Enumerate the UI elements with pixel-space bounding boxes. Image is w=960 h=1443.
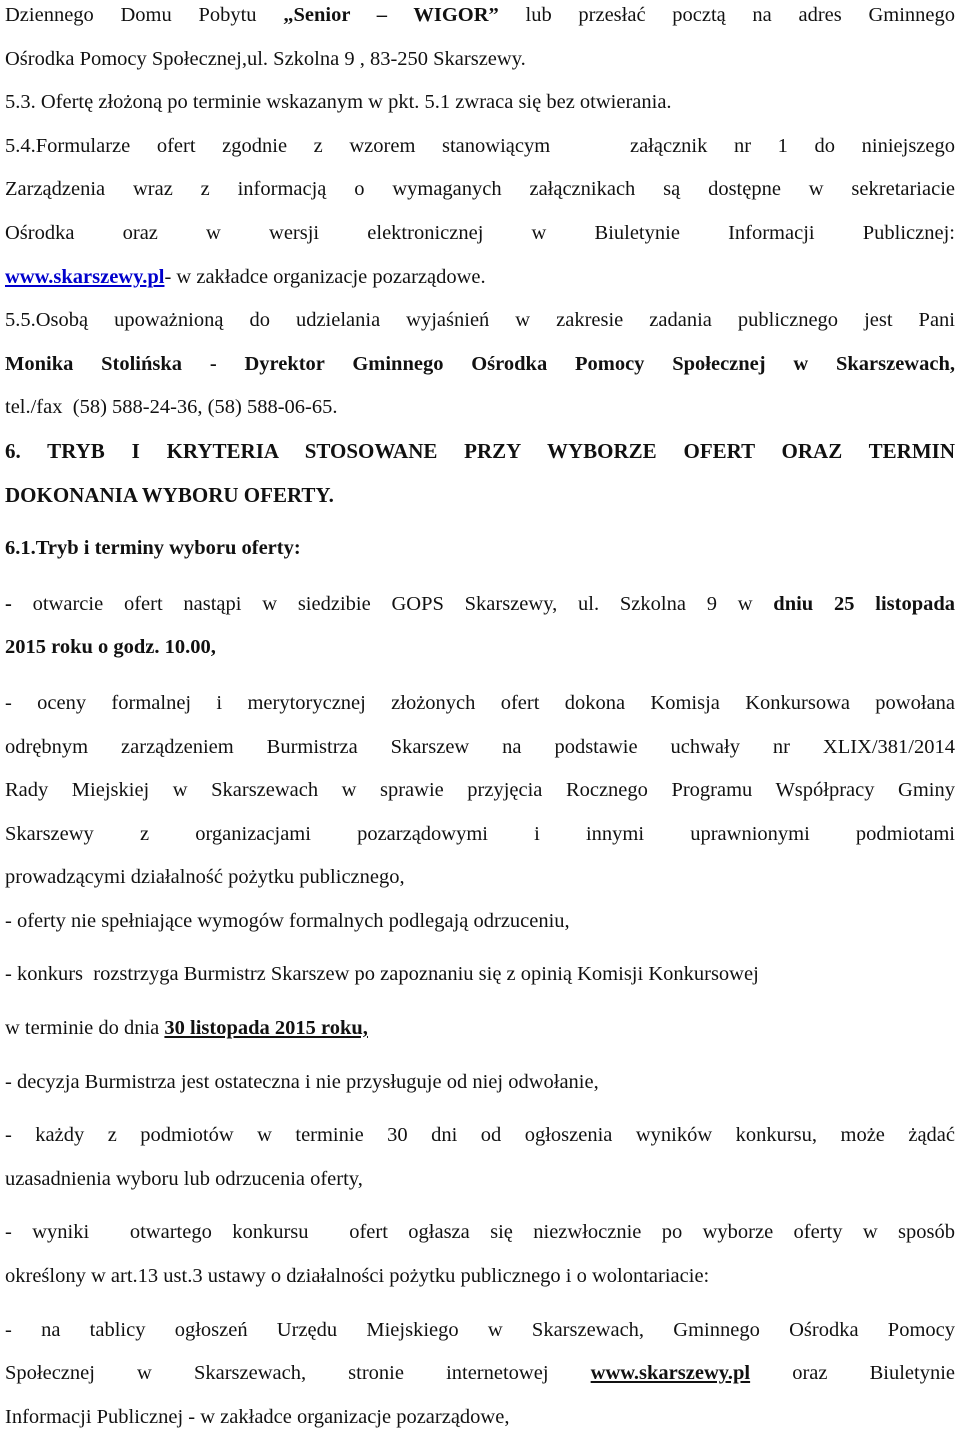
section-title: 6. TRYB I KRYTERIA STOSOWANE PRZY WYBORZE OFERT ORAZ TERMIN	[5, 438, 955, 463]
evaluation-paragraph	[5, 682, 955, 900]
text-run: w terminie do dnia	[5, 1017, 165, 1040]
competition-decision: - konkurs rozstrzyga Burmistrz Skarszew po zapoznaniu się z opinią Komisji Konkursowej	[5, 963, 759, 986]
text-line: Zarządzenia wraz z informacją o wymaganych załącznikach są dostępne w sekretariacie	[5, 178, 955, 201]
text-line	[5, 256, 955, 300]
text-line: Skarszewy z organizacjami pozarządowymi i innymi uprawnionymi podmiotami	[5, 822, 955, 845]
opening-date: dniu 25 listopada	[773, 592, 955, 615]
text-line	[5, 1352, 955, 1396]
publication-places	[5, 1309, 955, 1440]
section-title-continued: DOKONANIA WYBORU OFERTY.	[5, 482, 334, 507]
section-6-heading	[5, 430, 955, 517]
text-line: odrębnym zarządzeniem Burmistrza Skarszew na podstawie uchwały nr XLIX/381/2014	[5, 735, 955, 758]
text-run: lub przesłać pocztą na adres Gminnego	[498, 4, 955, 26]
paragraph-5-4: 5.4.Formularze ofert zgodnie z wzorem stanowiącym załącznik nr 1 do niniejszego	[5, 134, 955, 157]
opening-of-offers	[5, 583, 955, 670]
text-line	[5, 0, 955, 38]
text-line: - oceny formalnej i merytorycznej złożonych ofert dokona Komisja Konkursowa powołana	[5, 691, 955, 714]
paragraph-5-3: 5.3. Ofertę złożoną po terminie wskazanym w pkt. 5.1 zwraca się bez otwierania.	[5, 91, 672, 114]
text-run: otwarcie ofert nastąpi w siedzibie GOPS Skarszewy, ul. Szkolna 9 w	[11, 592, 774, 615]
text-line: Rady Miejskiej w Skarszewach w sprawie przyjęcia Rocznego Programu Współpracy Gminy	[5, 779, 955, 802]
text-line: - na tablicy ogłoszeń Urzędu Miejskiego w Skarszewach, Gminnego Ośrodka Pomocy	[5, 1318, 955, 1341]
text-line: - wyniki otwartego konkursu ofert ogłasza się niezwłocznie po wyborze oferty w sposób	[5, 1221, 955, 1244]
text-run: - w zakładce organizacje pozarządowe.	[164, 265, 486, 288]
text-run: oraz Biuletynie	[750, 1362, 955, 1385]
decision-deadline	[5, 1007, 955, 1051]
text-line: Informacji Publicznej - w zakładce organizacje pozarządowe,	[5, 1405, 510, 1428]
results-announcement	[5, 1211, 955, 1298]
final-decision: - decyzja Burmistrza jest ostateczna i nie przysługuje od niej odwołanie,	[5, 1070, 599, 1093]
bullet-dash: -	[5, 592, 12, 615]
deadline-date: 30 listopada 2015 roku,	[164, 1017, 368, 1040]
opening-time: 2015 roku o godz. 10.00,	[5, 636, 216, 659]
rejection-rule: - oferty nie spełniające wymogów formalnych podlegają odrzuceniu,	[5, 909, 570, 932]
contact-phone: tel./fax (58) 588-24-36, (58) 588-06-65.	[5, 396, 338, 419]
justification-request	[5, 1114, 955, 1201]
text-line	[5, 583, 955, 627]
text-line: Ośrodka Pomocy Społecznej,ul. Szkolna 9 , 83-250 Skarszewy.	[5, 47, 526, 70]
text-line: - każdy z podmiotów w terminie 30 dni od ogłoszenia wyników konkursu, może żądać	[5, 1124, 955, 1147]
text-run: Społecznej w Skarszewach, stronie internetowej	[5, 1362, 591, 1385]
text-line: uzasadnienia wyboru lub odrzucenia oferty,	[5, 1167, 363, 1190]
text-line: prowadzącymi działalność pożytku publicznego,	[5, 866, 405, 889]
paragraph-5-5: 5.5.Osobą upoważnioną do udzielania wyjaśnień w zakresie zadania publicznego jest Pani	[5, 309, 955, 332]
text-line: określony w art.13 ust.3 ustawy o działalności pożytku publicznego i o wolontariacie:	[5, 1265, 710, 1288]
facility-name: „Senior – WIGOR”	[283, 4, 499, 26]
document-page	[5, 0, 955, 1439]
subsection-6-1-title: 6.1.Tryb i terminy wyboru oferty:	[5, 537, 301, 560]
section-5-continuation	[5, 0, 955, 430]
contact-person: Monika Stolińska - Dyrektor Gminnego Ośrodka Pomocy Społecznej w Skarszewach,	[5, 352, 955, 375]
text-run: Dziennego Domu Pobytu	[5, 4, 284, 26]
website-link-2[interactable]: www.skarszewy.pl	[590, 1362, 751, 1385]
website-link[interactable]: www.skarszewy.pl	[5, 265, 165, 288]
text-line: Ośrodka oraz w wersji elektronicznej w Biuletynie Informacji Publicznej:	[5, 221, 955, 244]
